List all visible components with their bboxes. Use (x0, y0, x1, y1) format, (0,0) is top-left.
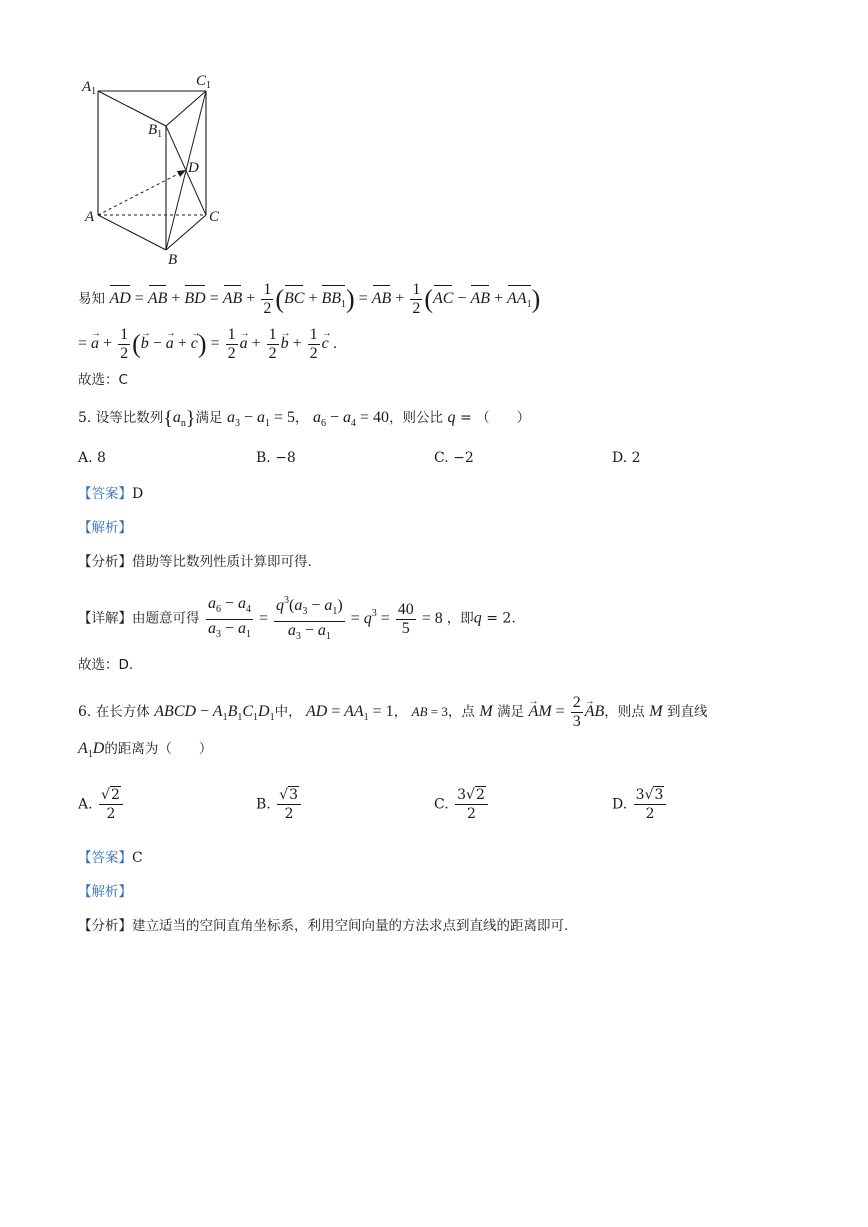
derivation-line-2: = → a + $\frac{1}{2}$ (→ b − → a + → c) = $\frac{1}{2}$ → a + $\frac{1}{2}$ → b + $\frac{1}{2}$ → c . (78, 326, 337, 363)
derivation-line-1: 易知 AD = AB + BD = AB + $\frac{1}{2}$ $(BC + BB_1)$ = AB + $\frac{1}{2}$ (AC − AB + $AA_1$) (78, 281, 541, 317)
q6-fenxi: 【分析】建立适当的空间直角坐标系，利用空间向量的方法求点到直线的距离即可. (78, 918, 569, 934)
label-c: C (209, 209, 220, 225)
q5-answer: 【答案】D (78, 486, 144, 502)
q5-option-c: C. −2 (434, 450, 474, 466)
prism-diagram (76, 72, 246, 272)
q5-detail: 【详解】由题意可得 $\frac{a_6 - a_4}{a_3 - a_1}$ = $\frac{q^3(a_3 - a_1)}{a_3 - a_1}$ = $q^3$ = $\frac{40}{5}$ = 8 ，即q = 2. (78, 592, 516, 646)
q6-stem-line-2: $A_1D$的距离为（ ） (78, 740, 213, 760)
q6-stem-line-1: 6. 在长方体 ABCD − $A_1B_1C_1D_1$中， AD = $AA_1 = 1$， AB = 3，点 M 满足 → AM = $\frac{2}{3}$ → AB，则点 M 到直线 (78, 694, 707, 731)
q5-fenxi: 【分析】借助等比数列性质计算即可得. (78, 554, 312, 570)
q5-analysis-tag: 【解析】 (78, 520, 132, 536)
q5-option-b: B. −8 (256, 450, 296, 466)
q5-choice: 故选：D. (78, 657, 134, 673)
label-b1: $B_1$ (148, 122, 163, 140)
q6-option-c: C. $\frac{3√2}{2}$ (434, 786, 490, 823)
q6-option-b: B. $\frac{√3}{2}$ (256, 786, 303, 823)
label-d: D (188, 160, 199, 176)
label-b: B (168, 252, 178, 268)
q6-analysis-tag: 【解析】 (78, 884, 132, 900)
q6-option-d: D. $\frac{3√3}{2}$ (612, 786, 668, 823)
derivation-choice: 故选：C (78, 372, 128, 388)
label-a1: $A_1$ (82, 79, 97, 97)
prism-figure (76, 72, 246, 272)
q5-option-d: D. 2 (612, 450, 641, 466)
q6-answer: 【答案】C (78, 850, 143, 866)
q5-option-a: A. 8 (78, 450, 106, 466)
q5-stem: 5. 设等比数列$\{a_n\}$满足 $a_3 - a_1 = 5$， $a_6 - a_4 = 40$，则公比 q = （ ） (78, 407, 531, 430)
q6-option-a: A. $\frac{√2}{2}$ (78, 786, 125, 823)
label-a: A (85, 209, 95, 225)
label-c1: $C_1$ (196, 73, 212, 91)
